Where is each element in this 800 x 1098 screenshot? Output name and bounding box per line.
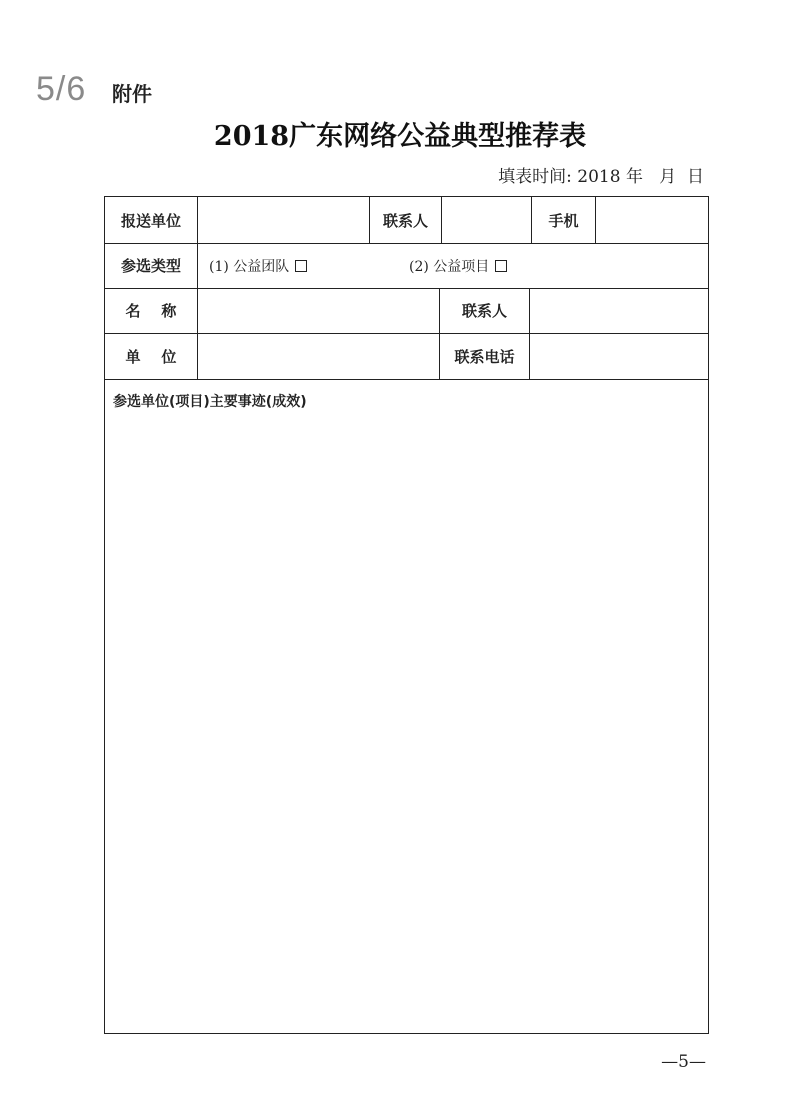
option-team[interactable]: [209, 243, 307, 288]
deeds-label: 参选单位(项目)主要事迹(成效): [113, 394, 307, 410]
phone-field[interactable]: [529, 333, 708, 379]
name-contact-label: 联系人: [439, 288, 529, 333]
contact-label: 联系人: [369, 197, 441, 243]
deeds-area[interactable]: [105, 379, 708, 1033]
form-row-type: [105, 243, 708, 289]
document-title: 2018广东网络公益典型推荐表: [213, 121, 587, 152]
contact-field[interactable]: [441, 197, 531, 243]
unit-label: 单 位: [125, 347, 177, 366]
option-project[interactable]: [409, 243, 507, 288]
type-label: 参选类型: [120, 257, 181, 275]
attachment-label: 附件: [112, 82, 152, 106]
form-row-unit: [105, 333, 708, 380]
name-label: 名 称: [125, 302, 177, 320]
team-checkbox[interactable]: [295, 260, 307, 272]
page-number: —5—: [661, 1052, 706, 1072]
phone-label: 联系电话: [439, 333, 529, 379]
option-team-label: (1) 公益团队: [209, 258, 290, 275]
mobile-label: 手机: [531, 197, 595, 243]
project-checkbox[interactable]: [495, 260, 507, 272]
unit-field[interactable]: [197, 333, 439, 379]
form-row-name: [105, 288, 708, 334]
mobile-field[interactable]: [595, 197, 708, 243]
form-row-submitter: [105, 197, 708, 244]
recommendation-form: [104, 196, 709, 1034]
submit-unit-label: 报送单位: [120, 211, 181, 230]
option-project-label: (2) 公益项目: [409, 258, 490, 275]
name-field[interactable]: [197, 288, 439, 333]
submit-unit-field[interactable]: [197, 197, 369, 243]
page-counter: 5/6: [36, 70, 87, 108]
name-contact-field[interactable]: [529, 288, 708, 333]
fill-date: 填表时间: 2018 年 月 日: [498, 167, 704, 187]
